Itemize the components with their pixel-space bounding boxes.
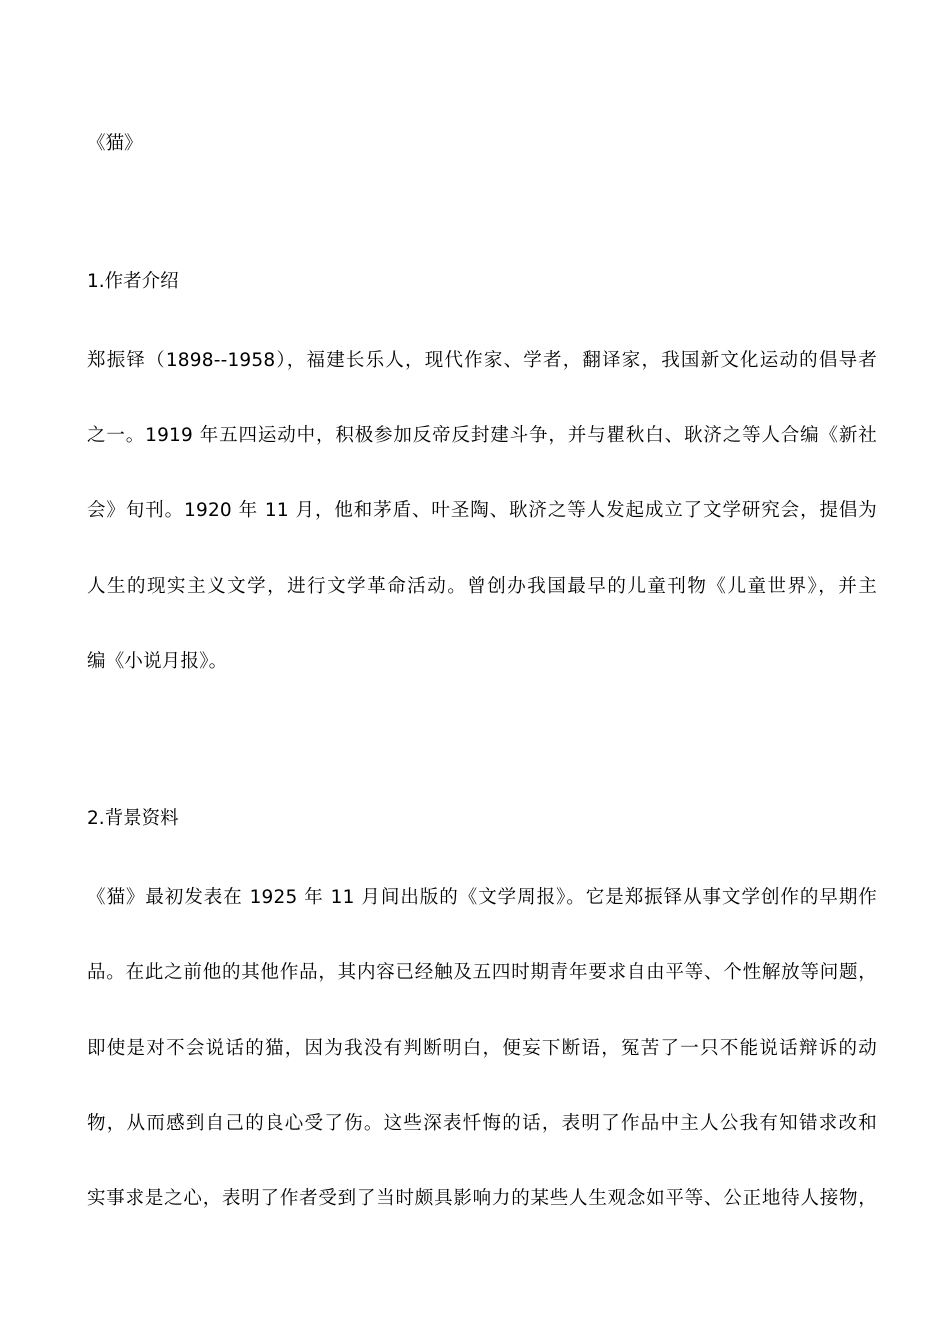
paragraph-line: 即使是对不会说话的猫，因为我没有判断明白，便妄下断语，冤苦了一只不能说话辩诉的动: [87, 1038, 877, 1059]
paragraph-line: 人生的现实主义文学，进行文学革命活动。曾创办我国最早的儿童刊物《儿童世界》，并主: [87, 576, 877, 597]
paragraph-line: 《猫》最初发表在 1925 年 11 月间出版的《文学周报》。它是郑振铎从事文学创作的早期作: [87, 887, 877, 908]
paragraph-line: 编《小说月报》。: [87, 651, 228, 672]
paragraph-line: 之一。1919 年五四运动中，积极参加反帝反封建斗争，并与瞿秋白、耿济之等人合编《新社: [87, 425, 877, 446]
paragraph-line: 郑振铎（1898--1958），福建长乐人，现代作家、学者，翻译家，我国新文化运动的倡导者: [87, 350, 877, 371]
document-title: 《猫》: [87, 133, 143, 154]
paragraph-line: 实事求是之心，表明了作者受到了当时颇具影响力的某些人生观念如平等、公正地待人接物，: [87, 1188, 877, 1209]
paragraph-line: 会》旬刊。1920 年 11 月，他和茅盾、叶圣陶、耿济之等人发起成立了文学研究会，提倡为: [87, 500, 877, 521]
section-heading-background: 2.背景资料: [87, 808, 179, 829]
paragraph-line: 品。在此之前他的其他作品，其内容已经触及五四时期青年要求自由平等、个性解放等问题，: [87, 962, 877, 983]
section-heading-author: 1.作者介绍: [87, 271, 179, 292]
paragraph-line: 物，从而感到自己的良心受了伤。这些深表忏悔的话，表明了作品中主人公我有知错求改和: [87, 1113, 877, 1134]
